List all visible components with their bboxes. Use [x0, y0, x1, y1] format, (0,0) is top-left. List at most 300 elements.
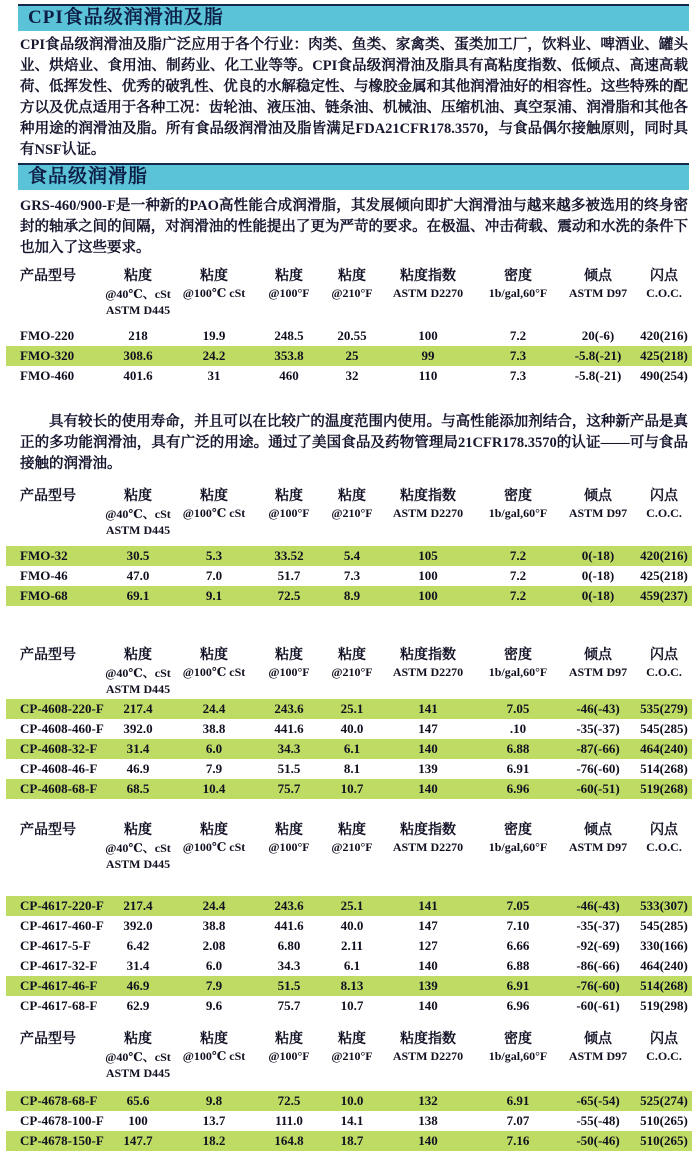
- fmo-table-2: [6, 485, 700, 606]
- table-cell: 0(-18): [581, 588, 615, 603]
- column-header: 密度: [504, 648, 532, 663]
- table-cell: 8.13: [340, 978, 364, 993]
- product-model: CP-4678-100-F: [20, 1113, 104, 1128]
- table-cell: 140: [418, 958, 438, 973]
- table-header-row: [6, 485, 692, 505]
- table-header-row: [6, 302, 692, 326]
- product-model: FMO-32: [20, 548, 68, 563]
- column-header: @40℃、cSt: [105, 287, 171, 301]
- intro-paragraph: CPI食品级润滑油及脂广泛应用于各个行业：肉类、鱼类、家禽类、蛋类加工厂，饮料业、啤酒业、罐头业、烘焙业、食用油、制药业、化工业等等。CPI食品级润滑油及脂具有高粘度指数、低倾点、高速高载荷、低挥发性、优秀的破乳性、优良的水解稳定性、与橡胶金属和其他润滑油好的相容性。这些特殊的配方以及优点适用于各种工况：齿轮油、液压油、链条油、机械油、压缩机油、真空泵浦、润滑脂和其他各种用途的润滑油及脂。所有食品级润滑油及脂皆满足FDA21CFR178.3570，与食品偶尔接触原则，同时具有NSF认证。: [20, 37, 688, 158]
- column-header: [6, 664, 102, 681]
- table-cell: -65(-54): [576, 1093, 620, 1108]
- table-cell: 6.96: [506, 781, 530, 796]
- product-spec-table: [6, 485, 692, 606]
- table-cell: 217.4: [123, 898, 153, 913]
- table-cell: 6.0: [205, 741, 223, 756]
- table-cell: 164.8: [274, 1133, 304, 1148]
- table-cell: 34.3: [277, 741, 301, 756]
- table-cell: 7.05: [506, 701, 530, 716]
- table-cell: 6.1: [343, 741, 361, 756]
- table-cell: 51.5: [277, 761, 301, 776]
- table-cell: 459(237): [640, 588, 688, 603]
- table-cell: 218: [128, 328, 148, 343]
- column-header: 产品型号: [20, 648, 76, 663]
- section-title: 食品级润滑脂: [28, 166, 149, 187]
- product-spec-table: [6, 1028, 692, 1151]
- table-header-row: [6, 856, 692, 896]
- column-header: [174, 522, 254, 546]
- table-row: [6, 586, 692, 606]
- column-header: 闪点: [650, 489, 678, 504]
- column-header: [636, 681, 692, 699]
- table-cell: -35(-37): [576, 918, 620, 933]
- column-header: 闪点: [650, 648, 678, 663]
- table-cell: 111.0: [275, 1113, 303, 1128]
- column-header: @210°F: [331, 665, 373, 679]
- table-cell: 464(240): [640, 741, 688, 756]
- table-cell: 392.0: [123, 721, 153, 736]
- column-header: ASTM D2270: [392, 506, 464, 520]
- column-header: C.O.C.: [646, 506, 682, 520]
- table-cell: 353.8: [274, 348, 304, 363]
- column-header: [636, 302, 692, 326]
- column-header: [476, 302, 560, 326]
- column-header: [560, 522, 636, 546]
- column-header: [254, 1065, 324, 1091]
- column-header: [174, 1065, 254, 1091]
- table-cell: 7.3: [343, 568, 361, 583]
- column-header: [6, 505, 102, 522]
- table-cell: 10.7: [340, 998, 364, 1013]
- column-header: 粘度指数: [400, 1032, 456, 1047]
- column-header: 粘度: [200, 1032, 228, 1047]
- table-row: [6, 779, 692, 799]
- column-header: 产品型号: [20, 269, 76, 284]
- table-cell: 6.88: [506, 958, 530, 973]
- table-cell: 40.0: [340, 721, 364, 736]
- table-cell: 533(307): [640, 898, 688, 913]
- column-header: 倾点: [584, 1032, 612, 1047]
- table-cell: 8.1: [343, 761, 361, 776]
- column-header: [380, 522, 476, 546]
- table-cell: 248.5: [274, 328, 304, 343]
- column-header: @100°F: [268, 506, 310, 520]
- column-header: @40℃、cSt: [105, 507, 171, 521]
- column-header: 密度: [504, 1032, 532, 1047]
- column-header: [324, 302, 380, 326]
- column-header: 粘度: [338, 648, 366, 663]
- column-header: [560, 1065, 636, 1091]
- table-cell: 24.4: [202, 701, 226, 716]
- column-header: 1b/gal,60°F: [488, 1049, 548, 1063]
- column-header: 粘度: [275, 269, 303, 284]
- column-header: @100°F: [268, 286, 310, 300]
- column-header: [324, 856, 380, 896]
- lifespan-paragraph: 具有较长的使用寿命，并且可以在比较广的温度范围内使用。与高性能添加剂结合，这种新产品是真正的多功能润滑油，具有广泛的用途。通过了美国食品及药物管理局21CFR178.3570的认证——可与食品接触的润滑油。: [20, 414, 688, 472]
- table-row: [6, 759, 692, 779]
- table-cell: -60(-51): [576, 781, 620, 796]
- table-cell: 32: [345, 368, 359, 383]
- column-header: 闪点: [650, 269, 678, 284]
- table-cell: 5.4: [343, 548, 361, 563]
- table-row: [6, 566, 692, 586]
- table-cell: 9.8: [205, 1093, 223, 1108]
- column-header: ASTM D445: [105, 681, 171, 696]
- product-model: FMO-320: [20, 348, 75, 363]
- table-cell: 20(-6): [581, 328, 615, 343]
- table-cell: 6.80: [277, 938, 301, 953]
- column-header: 粘度: [200, 489, 228, 504]
- product-model: CP-4617-460-F: [20, 918, 104, 933]
- table-cell: 18.2: [202, 1133, 226, 1148]
- product-model: CP-4678-68-F: [20, 1093, 98, 1108]
- table-cell: 31.4: [126, 741, 150, 756]
- column-header: @40℃、cSt: [105, 666, 171, 680]
- table-cell: 31: [207, 368, 221, 383]
- column-header: 粘度: [200, 269, 228, 284]
- table-cell: 40.0: [340, 918, 364, 933]
- column-header: [6, 1065, 102, 1091]
- product-model: CP-4608-32-F: [20, 741, 98, 756]
- column-header: [560, 302, 636, 326]
- table-cell: 514(268): [640, 978, 688, 993]
- table-cell: 545(285): [640, 918, 688, 933]
- column-header: 产品型号: [20, 823, 76, 838]
- column-header: ASTM D97: [568, 286, 628, 300]
- table-cell: 105: [418, 548, 438, 563]
- table-cell: 243.6: [274, 701, 304, 716]
- column-header: 粘度: [200, 823, 228, 838]
- column-header: ASTM D97: [568, 665, 628, 679]
- table-cell: -76(-60): [576, 978, 620, 993]
- product-model: FMO-68: [20, 588, 68, 603]
- column-header: @210°F: [331, 840, 373, 854]
- column-header: 粘度: [338, 489, 366, 504]
- cp4678-table: [6, 1028, 700, 1151]
- column-header: 产品型号: [20, 1032, 76, 1047]
- table-cell: 7.2: [509, 588, 527, 603]
- column-header: @210°F: [331, 506, 373, 520]
- table-cell: 425(218): [640, 348, 688, 363]
- column-header: [636, 1065, 692, 1091]
- table-row: [6, 739, 692, 759]
- table-cell: 519(268): [640, 781, 688, 796]
- column-header: [324, 522, 380, 546]
- section-header-oils: [18, 4, 689, 31]
- column-header: ASTM D2270: [392, 286, 464, 300]
- table-cell: -5.8(-21): [574, 348, 622, 363]
- column-header: ASTM D445: [105, 522, 171, 537]
- column-header: [324, 1065, 380, 1091]
- table-cell: 7.3: [509, 368, 527, 383]
- table-cell: 65.6: [126, 1093, 150, 1108]
- table-row: [6, 346, 692, 366]
- table-cell: 7.2: [509, 568, 527, 583]
- column-header: @40℃、cSt: [105, 1050, 171, 1064]
- product-model: CP-4608-46-F: [20, 761, 98, 776]
- table-header-row: [6, 1065, 692, 1091]
- table-cell: -46(-43): [576, 898, 620, 913]
- table-row: [6, 366, 692, 386]
- table-cell: .10: [509, 721, 527, 736]
- table-cell: 132: [418, 1093, 438, 1108]
- column-header: ASTM D97: [568, 1049, 628, 1063]
- table-cell: 9.1: [205, 588, 223, 603]
- column-header: [380, 1065, 476, 1091]
- column-header: @100°F: [268, 1049, 310, 1063]
- column-header: 粘度: [275, 1032, 303, 1047]
- table-cell: 2.08: [202, 938, 226, 953]
- column-header: 倾点: [584, 823, 612, 838]
- column-header: @100℃ cSt: [182, 840, 246, 854]
- column-header: 密度: [504, 823, 532, 838]
- table-cell: 7.07: [506, 1113, 530, 1128]
- table-cell: -46(-43): [576, 701, 620, 716]
- column-header: [6, 681, 102, 699]
- section-header-grease: [18, 163, 689, 190]
- grease-paragraph: GRS-460/900-F是一种新的PAO高性能合成润滑脂，其发展倾向即扩大润滑油与越来越多被选用的终身密封的轴承之间的间隔，对润滑油的性能提出了更为严苛的要求。在极温、冲击荷载、震动和水洗的条件下也加入了这些要求。: [20, 198, 688, 256]
- column-header: 倾点: [584, 489, 612, 504]
- table-cell: 100: [418, 328, 438, 343]
- column-header: [380, 302, 476, 326]
- column-header: [254, 856, 324, 896]
- table-cell: 138: [418, 1113, 438, 1128]
- table-cell: 10.0: [340, 1093, 364, 1108]
- table-cell: 6.0: [205, 958, 223, 973]
- table-cell: 33.52: [274, 548, 304, 563]
- table-cell: 6.91: [506, 978, 530, 993]
- table-row: [6, 326, 692, 346]
- table-cell: 425(218): [640, 568, 688, 583]
- product-spec-table: [6, 819, 692, 1016]
- column-header: [174, 856, 254, 896]
- product-model: CP-4608-220-F: [20, 701, 104, 716]
- table-cell: 34.3: [277, 958, 301, 973]
- table-cell: 6.88: [506, 741, 530, 756]
- table-cell: 140: [418, 741, 438, 756]
- table-cell: 0(-18): [581, 568, 615, 583]
- table-cell: 19.9: [202, 328, 226, 343]
- column-header: ASTM D2270: [392, 1049, 464, 1063]
- table-cell: 38.8: [202, 721, 226, 736]
- table-row: [6, 896, 692, 916]
- column-header: [380, 856, 476, 896]
- table-cell: 7.2: [509, 548, 527, 563]
- product-model: CP-4617-46-F: [20, 978, 98, 993]
- column-header: 粘度: [124, 269, 152, 284]
- table-header-row: [6, 1028, 692, 1048]
- column-header: 粘度: [275, 489, 303, 504]
- column-header: [380, 681, 476, 699]
- column-header: ASTM D445: [105, 856, 171, 871]
- column-header: 粘度: [124, 648, 152, 663]
- table-cell: 6.91: [506, 1093, 530, 1108]
- table-cell: 140: [418, 781, 438, 796]
- column-header: [6, 856, 102, 896]
- table-cell: 62.9: [126, 998, 150, 1013]
- table-cell: 68.5: [126, 781, 150, 796]
- table-row: [6, 1131, 692, 1151]
- table-row: [6, 546, 692, 566]
- table-cell: 6.42: [126, 938, 150, 953]
- column-header: [6, 839, 102, 856]
- column-header: ASTM D97: [568, 840, 628, 854]
- column-header: [6, 522, 102, 546]
- table-cell: 6.66: [506, 938, 530, 953]
- table-cell: -86(-66): [576, 958, 620, 973]
- column-header: [476, 856, 560, 896]
- table-cell: 243.6: [274, 898, 304, 913]
- table-cell: 6.1: [343, 958, 361, 973]
- table-row: [6, 916, 692, 936]
- table-cell: 25.1: [340, 898, 364, 913]
- table-cell: -76(-60): [576, 761, 620, 776]
- column-header: [6, 1048, 102, 1065]
- table-cell: 7.0: [205, 568, 223, 583]
- table-row: [6, 936, 692, 956]
- table-cell: -55(-48): [576, 1113, 620, 1128]
- column-header: C.O.C.: [646, 840, 682, 854]
- column-header: C.O.C.: [646, 1049, 682, 1063]
- cp4617-table: [6, 819, 700, 1016]
- table-cell: 441.6: [274, 721, 304, 736]
- table-cell: 9.6: [205, 998, 223, 1013]
- column-header: @100°F: [268, 840, 310, 854]
- column-header: [476, 522, 560, 546]
- fmo-table-1: [6, 265, 700, 386]
- table-cell: 7.9: [205, 978, 223, 993]
- table-cell: 18.7: [340, 1133, 364, 1148]
- table-cell: 7.05: [506, 898, 530, 913]
- table-cell: 545(285): [640, 721, 688, 736]
- column-header: 倾点: [584, 269, 612, 284]
- table-cell: 392.0: [123, 918, 153, 933]
- table-cell: -87(-66): [576, 741, 620, 756]
- product-model: CP-4617-220-F: [20, 898, 104, 913]
- table-cell: 72.5: [277, 588, 301, 603]
- column-header: 1b/gal,60°F: [488, 840, 548, 854]
- table-cell: -5.8(-21): [574, 368, 622, 383]
- table-header-row: [6, 522, 692, 546]
- column-header: [254, 681, 324, 699]
- table-cell: 99: [421, 348, 435, 363]
- table-cell: 420(216): [640, 548, 688, 563]
- table-cell: 127: [418, 938, 438, 953]
- column-header: [254, 522, 324, 546]
- section-title: CPI食品级润滑油及脂: [28, 7, 224, 28]
- table-cell: 24.2: [202, 348, 226, 363]
- column-header: 粘度指数: [400, 648, 456, 663]
- column-header: [476, 681, 560, 699]
- column-header: 粘度指数: [400, 489, 456, 504]
- column-header: 粘度指数: [400, 823, 456, 838]
- table-cell: 140: [418, 998, 438, 1013]
- table-cell: 535(279): [640, 701, 688, 716]
- table-cell: 10.7: [340, 781, 364, 796]
- column-header: ASTM D2270: [392, 665, 464, 679]
- table-cell: -35(-37): [576, 721, 620, 736]
- column-header: ASTM D445: [105, 1065, 171, 1080]
- table-cell: 330(166): [640, 938, 688, 953]
- table-header-row: [6, 644, 692, 664]
- column-header: 1b/gal,60°F: [488, 665, 548, 679]
- column-header: [636, 522, 692, 546]
- product-model: CP-4678-150-F: [20, 1133, 104, 1148]
- product-model: FMO-46: [20, 568, 68, 583]
- table-cell: 38.8: [202, 918, 226, 933]
- table-cell: 8.9: [343, 588, 361, 603]
- column-header: [560, 856, 636, 896]
- column-header: 1b/gal,60°F: [488, 286, 548, 300]
- table-cell: 51.7: [277, 568, 301, 583]
- table-cell: 525(274): [640, 1093, 688, 1108]
- table-header-row: [6, 839, 692, 856]
- table-cell: 464(240): [640, 958, 688, 973]
- column-header: 倾点: [584, 648, 612, 663]
- table-row: [6, 956, 692, 976]
- table-cell: 46.9: [126, 978, 150, 993]
- table-cell: 10.4: [202, 781, 226, 796]
- table-cell: 147: [418, 918, 438, 933]
- column-header: @100℃ cSt: [182, 286, 246, 300]
- table-cell: 7.10: [506, 918, 530, 933]
- column-header: ASTM D2270: [392, 840, 464, 854]
- column-header: C.O.C.: [646, 665, 682, 679]
- table-header-row: [6, 505, 692, 522]
- table-cell: 100: [128, 1113, 148, 1128]
- table-cell: 217.4: [123, 701, 153, 716]
- column-header: 密度: [504, 269, 532, 284]
- table-cell: -50(-46): [576, 1133, 620, 1148]
- table-cell: 519(298): [640, 998, 688, 1013]
- column-header: [476, 1065, 560, 1091]
- table-cell: 25: [345, 348, 359, 363]
- table-cell: 6.96: [506, 998, 530, 1013]
- product-model: CP-4608-68-F: [20, 781, 98, 796]
- column-header: @210°F: [331, 1049, 373, 1063]
- column-header: 1b/gal,60°F: [488, 506, 548, 520]
- column-header: C.O.C.: [646, 286, 682, 300]
- table-cell: 31.4: [126, 958, 150, 973]
- column-header: @100℃ cSt: [182, 1049, 246, 1063]
- table-row: [6, 1091, 692, 1111]
- column-header: 产品型号: [20, 489, 76, 504]
- product-spec-table: [6, 644, 692, 799]
- table-header-row: [6, 265, 692, 285]
- column-header: 粘度: [338, 269, 366, 284]
- column-header: @210°F: [331, 286, 373, 300]
- table-cell: 147: [418, 721, 438, 736]
- cp4608-table: [6, 644, 700, 799]
- column-header: [324, 681, 380, 699]
- table-cell: 14.1: [340, 1113, 364, 1128]
- table-cell: 141: [418, 898, 438, 913]
- table-cell: 0(-18): [581, 548, 615, 563]
- table-header-row: [6, 285, 692, 302]
- table-cell: 140: [418, 1133, 438, 1148]
- product-model: FMO-220: [20, 328, 75, 343]
- product-model: CP-4617-5-F: [20, 938, 91, 953]
- table-cell: -92(-69): [576, 938, 620, 953]
- column-header: 粘度: [124, 489, 152, 504]
- table-cell: 147.7: [123, 1133, 153, 1148]
- table-cell: 6.91: [506, 761, 530, 776]
- product-model: FMO-460: [20, 368, 75, 383]
- table-cell: 100: [418, 568, 438, 583]
- column-header: @40℃、cSt: [105, 841, 171, 855]
- product-model: CP-4617-32-F: [20, 958, 98, 973]
- table-cell: 7.2: [509, 328, 527, 343]
